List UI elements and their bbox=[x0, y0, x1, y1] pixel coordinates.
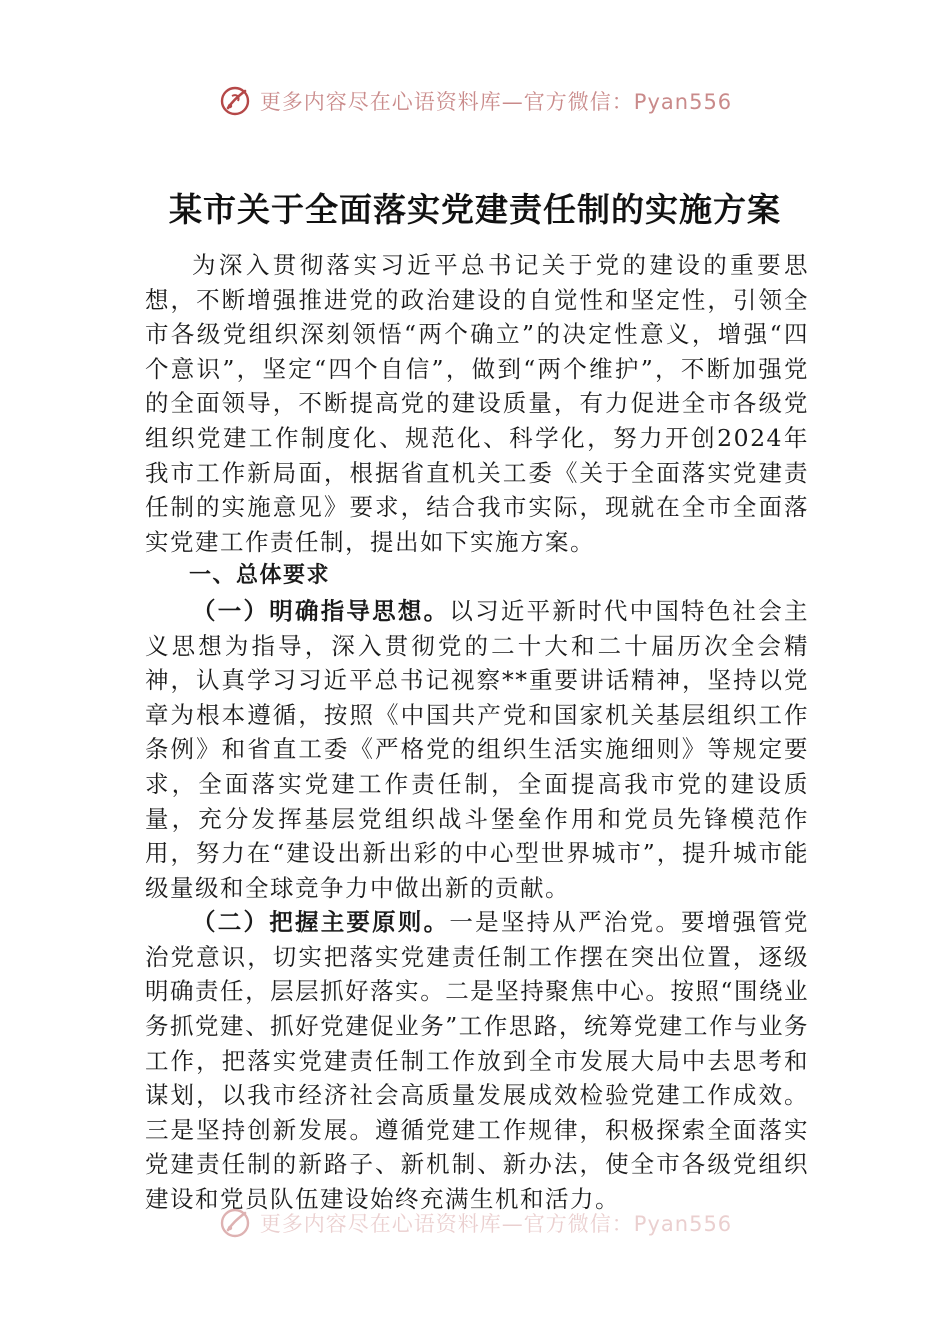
watermark-text: 更多内容尽在心语资料库—官方微信：Pyan556 bbox=[259, 1212, 733, 1236]
item-1-paragraph bbox=[145, 594, 809, 905]
item-2-lead: （二）把握主要原则。 bbox=[192, 908, 450, 937]
watermark-header bbox=[0, 84, 950, 118]
item-2-paragraph bbox=[145, 905, 809, 1216]
item-2-text: 一是坚持从严治党。要增强管党治党意识，切实把落实党建责任制工作摆在突出位置，逐级明确责任，层层抓好落实。二是坚持聚焦中心。按照“围绕业务抓党建、抓好党建促业务”工作思路，统筹党建工作与业务工作，把落实党建责任制工作放到全市发展大局中去思考和谋划，以我市经济社会高质量发展成效检验党建工作成效。三是坚持创新发展。遵循党建工作规律，积极探索全面落实党建责任制的新路子、新机制、新办法，使全市各级党组织建设和党员队伍建设始终充满生机和活力。 bbox=[145, 908, 810, 1214]
document-body bbox=[145, 248, 809, 1217]
quill-seal-icon bbox=[218, 1206, 252, 1240]
section-heading-1: 一、总体要求 bbox=[189, 563, 331, 589]
watermark-footer bbox=[0, 1206, 950, 1240]
watermark-text: 更多内容尽在心语资料库—官方微信：Pyan556 bbox=[259, 90, 733, 114]
item-1-lead: （一）明确指导思想。 bbox=[192, 596, 450, 625]
item-1-text: 以习近平新时代中国特色社会主义思想为指导，深入贯彻党的二十大和二十届历次全会精神，认真学习习近平总书记视察**重要讲话精神，坚持以党章为根本遵循，按照《中国共产党和国家机关基层组织工作条例》和省直工委《严格党的组织生活实施细则》等规定要求，全面落实党建工作责任制，全面提高我市党的建设质量，充分发挥基层党组织战斗堡垒作用和党员先锋模范作用，努力在“建设出新出彩的中心型世界城市”，提升城市能级量级和全球竞争力中做出新的贡献。 bbox=[145, 596, 810, 902]
intro-paragraph: 为深入贯彻落实习近平总书记关于党的建设的重要思想，不断增强推进党的政治建设的自觉性和坚定性，引领全市各级党组织深刻领悟“两个确立”的决定性意义，增强“四个意识”，坚定“四个自信”，做到“两个维护”，不断加强党的全面领导，不断提高党的建设质量，有力促进全市各级党组织党建工作制度化、规范化、科学化，努力开创2024年我市工作新局面，根据省直机关工委《关于全面落实党建责任制的实施意见》要求，结合我市实际，现就在全市全面落实党建工作责任制，提出如下实施方案。 bbox=[145, 251, 809, 556]
quill-seal-icon bbox=[218, 84, 252, 118]
document-title: 某市关于全面落实党建责任制的实施方案 bbox=[169, 190, 781, 229]
